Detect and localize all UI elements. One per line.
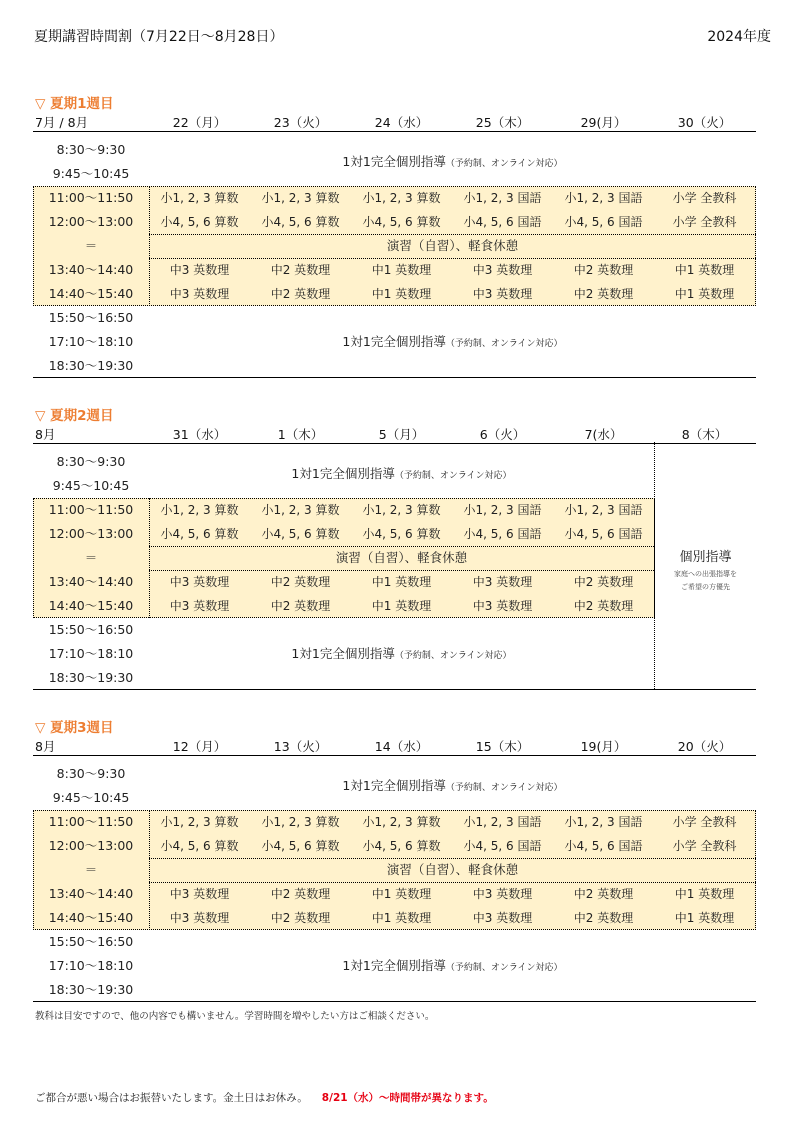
class-cell: 小4, 5, 6 算数 <box>160 839 239 853</box>
class-cell: 小4, 5, 6 国語 <box>564 215 643 229</box>
class-cell: 中3 英数理 <box>472 887 533 901</box>
home-visit-tutoring <box>655 546 756 594</box>
class-cell: 中2 英数理 <box>573 911 634 925</box>
individual-tutoring-morning <box>149 150 756 174</box>
class-cell: 中1 英数理 <box>371 263 432 277</box>
class-cell: 小1, 2, 3 算数 <box>261 503 340 517</box>
class-cell: 中2 英数理 <box>270 599 331 613</box>
individual-label: 1対1完全個別指導 <box>342 154 446 169</box>
time-slot: 15:50～16:50 <box>48 934 134 949</box>
side-note: ご希望の方優先 <box>681 583 730 591</box>
class-cell: 小4, 5, 6 国語 <box>564 839 643 853</box>
week-2-header-row <box>33 423 756 444</box>
time-slot: 9:45～10:45 <box>52 790 130 805</box>
day-header: 14（水） <box>374 739 429 754</box>
class-cell: 小1, 2, 3 算数 <box>160 503 239 517</box>
individual-note: （予約制、オンライン対応） <box>445 963 563 973</box>
study-break: 演習（自習）、軽食休憩 <box>386 238 519 253</box>
individual-label: 1対1完全個別指導 <box>342 778 446 793</box>
individual-note: （予約制、オンライン対応） <box>445 783 563 793</box>
class-cell: 中3 英数理 <box>472 575 533 589</box>
individual-tutoring-evening <box>149 954 756 978</box>
day-header: 23（火） <box>273 115 328 130</box>
class-cell: 中1 英数理 <box>371 887 432 901</box>
class-cell: 小1, 2, 3 国語 <box>564 815 643 829</box>
month-label: 8月 <box>35 427 56 442</box>
day-header: 13（火） <box>273 739 328 754</box>
class-cell: 小1, 2, 3 算数 <box>362 815 441 829</box>
time-slot: 14:40～15:40 <box>48 598 134 613</box>
class-cell: 中1 英数理 <box>371 287 432 301</box>
class-cell: 小4, 5, 6 算数 <box>160 527 239 541</box>
class-cell: 中2 英数理 <box>270 263 331 277</box>
class-cell: 中1 英数理 <box>674 287 735 301</box>
individual-label: 1対1完全個別指導 <box>342 958 446 973</box>
week-2-title: ▽ 夏期2週目 <box>35 408 114 424</box>
time-slot: 12:00～13:00 <box>48 526 134 541</box>
time-slot: 9:45～10:45 <box>52 166 130 181</box>
subject-footnote: 教科は目安ですので、他の内容でも構いません。学習時間を増やしたい方はご相談ください。 <box>35 1011 435 1022</box>
side-title: 個別指導 <box>679 550 732 565</box>
time-slot: 17:10～18:10 <box>48 958 134 973</box>
study-break: 演習（自習）、軽食休憩 <box>386 862 519 877</box>
class-cell: 小1, 2, 3 算数 <box>261 191 340 205</box>
class-cell: 中3 英数理 <box>169 287 230 301</box>
time-slot: 18:30～19:30 <box>48 670 134 685</box>
individual-label: 1対1完全個別指導 <box>291 466 395 481</box>
class-cell: 中1 英数理 <box>674 911 735 925</box>
day-header: 1（木） <box>277 427 324 442</box>
individual-tutoring-evening <box>149 330 756 354</box>
class-cell: 中1 英数理 <box>371 599 432 613</box>
time-slot: ＝ <box>84 550 98 565</box>
day-header: 15（木） <box>475 739 530 754</box>
class-cell: 中3 英数理 <box>169 911 230 925</box>
side-note: 家庭への出張指導を <box>674 570 737 578</box>
table-bottom-rule <box>33 689 756 690</box>
time-slot: 11:00～11:50 <box>48 502 134 517</box>
footer-text: ご都合が悪い場合はお振替いたします。金土日はお休み。 <box>35 1092 308 1104</box>
day-header: 31（水） <box>172 427 227 442</box>
class-cell: 小学 全教科 <box>672 815 737 829</box>
day-header: 12（月） <box>172 739 227 754</box>
class-cell: 中2 英数理 <box>270 911 331 925</box>
table-bottom-rule <box>33 377 756 378</box>
class-cell: 中2 英数理 <box>573 887 634 901</box>
table-bottom-rule <box>33 1001 756 1002</box>
class-cell: 小学 全教科 <box>672 191 737 205</box>
individual-note: （予約制、オンライン対応） <box>394 471 512 481</box>
footer-notice <box>35 1090 494 1105</box>
class-cell: 中2 英数理 <box>270 575 331 589</box>
page-title: 夏期講習時間割（7月22日～8月28日） <box>34 29 284 45</box>
class-cell: 小学 全教科 <box>672 839 737 853</box>
week-3-title: ▽ 夏期3週目 <box>35 720 114 736</box>
class-cell: 小4, 5, 6 国語 <box>463 215 542 229</box>
class-cell: 小1, 2, 3 算数 <box>362 503 441 517</box>
class-cell: 中3 英数理 <box>169 575 230 589</box>
class-cell: 中1 英数理 <box>674 263 735 277</box>
class-cell: 小1, 2, 3 算数 <box>160 815 239 829</box>
time-slot: 11:00～11:50 <box>48 814 134 829</box>
time-slot: 15:50～16:50 <box>48 310 134 325</box>
class-cell: 小4, 5, 6 国語 <box>463 527 542 541</box>
individual-note: （予約制、オンライン対応） <box>445 339 563 349</box>
time-slot: 14:40～15:40 <box>48 286 134 301</box>
class-cell: 中2 英数理 <box>573 575 634 589</box>
class-cell: 中3 英数理 <box>169 263 230 277</box>
day-header: 8（木） <box>681 427 728 442</box>
individual-note: （予約制、オンライン対応） <box>445 159 563 169</box>
month-label: 8月 <box>35 739 56 754</box>
time-slot: 12:00～13:00 <box>48 214 134 229</box>
individual-label: 1対1完全個別指導 <box>291 646 395 661</box>
day-header: 6（火） <box>479 427 526 442</box>
individual-note: （予約制、オンライン対応） <box>394 651 512 661</box>
schedule-change-warning: 8/21（水）～時間帯が異なります。 <box>321 1092 494 1104</box>
class-cell: 小4, 5, 6 算数 <box>362 839 441 853</box>
class-cell: 小4, 5, 6 算数 <box>362 527 441 541</box>
class-cell: 中3 英数理 <box>169 887 230 901</box>
class-cell: 中1 英数理 <box>371 575 432 589</box>
class-cell: 中2 英数理 <box>270 287 331 301</box>
week-1-header-row <box>33 111 756 132</box>
class-cell: 小1, 2, 3 国語 <box>564 191 643 205</box>
time-slot: 13:40～14:40 <box>48 574 134 589</box>
class-cell: 中3 英数理 <box>472 263 533 277</box>
class-cell: 中3 英数理 <box>472 911 533 925</box>
class-cell: 小1, 2, 3 国語 <box>463 191 542 205</box>
time-slot: 17:10～18:10 <box>48 334 134 349</box>
class-cell: 小4, 5, 6 算数 <box>261 839 340 853</box>
time-slot: ＝ <box>84 238 98 253</box>
day-header: 5（月） <box>378 427 425 442</box>
class-cell: 小1, 2, 3 国語 <box>463 815 542 829</box>
time-slot: 13:40～14:40 <box>48 886 134 901</box>
class-cell: 小4, 5, 6 算数 <box>160 215 239 229</box>
day-header: 22（月） <box>172 115 227 130</box>
class-cell: 小4, 5, 6 算数 <box>362 215 441 229</box>
class-cell: 小4, 5, 6 算数 <box>261 215 340 229</box>
class-cell: 小4, 5, 6 国語 <box>463 839 542 853</box>
class-cell: 中3 英数理 <box>472 599 533 613</box>
time-slot: 17:10～18:10 <box>48 646 134 661</box>
day-header: 24（水） <box>374 115 429 130</box>
individual-tutoring-evening <box>149 642 654 666</box>
individual-tutoring-morning <box>149 462 654 486</box>
time-slot: 8:30～9:30 <box>56 766 126 781</box>
month-label: 7月 / 8月 <box>35 115 89 130</box>
time-slot: 13:40～14:40 <box>48 262 134 277</box>
class-cell: 中1 英数理 <box>371 911 432 925</box>
day-header: 19(月） <box>580 739 627 754</box>
class-cell: 中2 英数理 <box>270 887 331 901</box>
time-slot: 11:00～11:50 <box>48 190 134 205</box>
day-header: 7(水） <box>584 427 623 442</box>
week-1-title: ▽ 夏期1週目 <box>35 96 114 112</box>
study-break: 演習（自習）、軽食休憩 <box>335 550 468 565</box>
class-cell: 小1, 2, 3 算数 <box>362 191 441 205</box>
class-cell: 小1, 2, 3 国語 <box>564 503 643 517</box>
time-slot: 8:30～9:30 <box>56 142 126 157</box>
class-cell: 中2 英数理 <box>573 263 634 277</box>
day-header: 30（火） <box>677 115 732 130</box>
time-slot: 8:30～9:30 <box>56 454 126 469</box>
class-cell: 小1, 2, 3 国語 <box>463 503 542 517</box>
class-cell: 小4, 5, 6 算数 <box>261 527 340 541</box>
time-slot: 12:00～13:00 <box>48 838 134 853</box>
class-cell: 小1, 2, 3 算数 <box>160 191 239 205</box>
class-cell: 中2 英数理 <box>573 287 634 301</box>
class-cell: 中2 英数理 <box>573 599 634 613</box>
day-header: 29(月） <box>580 115 627 130</box>
individual-tutoring-morning <box>149 774 756 798</box>
class-cell: 小学 全教科 <box>672 215 737 229</box>
time-slot: 18:30～19:30 <box>48 358 134 373</box>
time-slot: 15:50～16:50 <box>48 622 134 637</box>
time-slot: ＝ <box>84 862 98 877</box>
class-cell: 小4, 5, 6 国語 <box>564 527 643 541</box>
fiscal-year: 2024年度 <box>707 29 771 45</box>
time-slot: 14:40～15:40 <box>48 910 134 925</box>
day-header: 20（火） <box>677 739 732 754</box>
time-slot: 9:45～10:45 <box>52 478 130 493</box>
class-cell: 中3 英数理 <box>472 287 533 301</box>
individual-label: 1対1完全個別指導 <box>342 334 446 349</box>
class-cell: 小1, 2, 3 算数 <box>261 815 340 829</box>
day-header: 25（木） <box>475 115 530 130</box>
time-slot: 18:30～19:30 <box>48 982 134 997</box>
class-cell: 中1 英数理 <box>674 887 735 901</box>
week-3-header-row <box>33 735 756 756</box>
class-cell: 中3 英数理 <box>169 599 230 613</box>
